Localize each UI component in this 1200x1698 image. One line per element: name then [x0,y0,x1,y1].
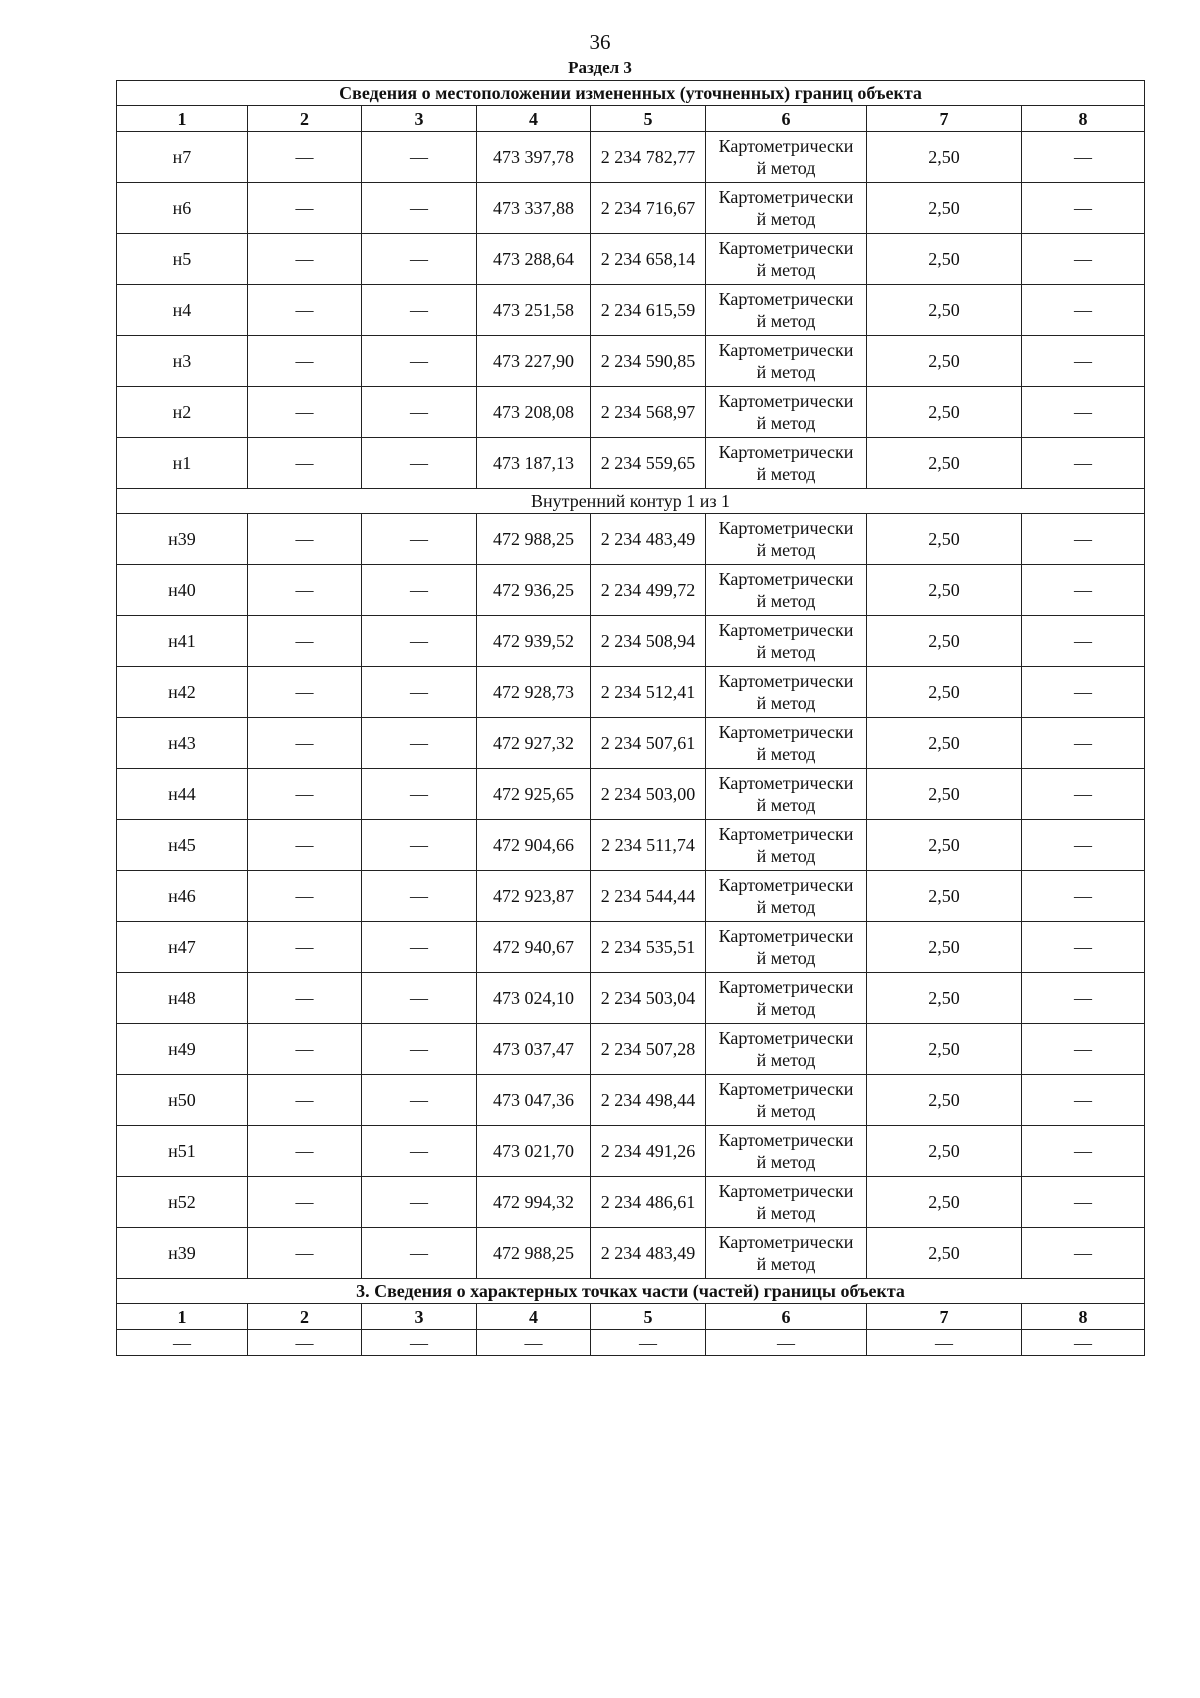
col8-cell: — [1022,922,1145,973]
method-cell: Картометрически й метод [706,336,867,387]
column-number-cell: 4 [477,106,591,132]
method-cell: Картометрически й метод [706,387,867,438]
x-coordinate-cell: — [477,1330,591,1356]
table-title [117,81,1145,106]
col3-cell: — [362,565,477,616]
column-number-cell: 6 [706,1304,867,1330]
column-numbers-row [117,106,1145,132]
x-coordinate-cell: 472 988,25 [477,514,591,565]
point-name-cell: н45 [117,820,248,871]
col8-cell: — [1022,667,1145,718]
y-coordinate-cell: 2 234 511,74 [591,820,706,871]
accuracy-cell: 2,50 [867,285,1022,336]
col3-cell: — [362,514,477,565]
accuracy-cell: 2,50 [867,514,1022,565]
col3-cell: — [362,616,477,667]
col3-cell: — [362,718,477,769]
method-cell: Картометрически й метод [706,616,867,667]
inner-contour-row [117,489,1145,514]
y-coordinate-cell: 2 234 559,65 [591,438,706,489]
accuracy-cell: 2,50 [867,718,1022,769]
y-coordinate-cell: 2 234 615,59 [591,285,706,336]
y-coordinate-cell: 2 234 568,97 [591,387,706,438]
x-coordinate-cell: 472 923,87 [477,871,591,922]
y-coordinate-cell: 2 234 782,77 [591,132,706,183]
point-name-cell: н2 [117,387,248,438]
method-cell: Картометрически й метод [706,667,867,718]
table-row [117,438,1145,489]
col8-cell: — [1022,973,1145,1024]
accuracy-cell: 2,50 [867,336,1022,387]
x-coordinate-cell: 473 021,70 [477,1126,591,1177]
method-cell: Картометрически й метод [706,1024,867,1075]
x-coordinate-cell: 473 024,10 [477,973,591,1024]
y-coordinate-cell: 2 234 507,61 [591,718,706,769]
table-row [117,132,1145,183]
y-coordinate-cell: — [591,1330,706,1356]
y-coordinate-cell: 2 234 507,28 [591,1024,706,1075]
column-number-cell: 2 [248,1304,362,1330]
col3-cell: — [362,769,477,820]
x-coordinate-cell: 473 337,88 [477,183,591,234]
col2-cell: — [248,820,362,871]
method-cell: Картометрически й метод [706,438,867,489]
col3-cell: — [362,234,477,285]
x-coordinate-cell: 472 988,25 [477,1228,591,1279]
column-number-cell: 8 [1022,1304,1145,1330]
table-body [117,81,1145,1356]
col3-cell: — [362,1126,477,1177]
col3-cell: — [362,1228,477,1279]
method-cell: Картометрически й метод [706,1177,867,1228]
method-cell: Картометрически й метод [706,769,867,820]
x-coordinate-cell: 472 994,32 [477,1177,591,1228]
y-coordinate-cell: 2 234 503,00 [591,769,706,820]
col3-cell: — [362,1075,477,1126]
x-coordinate-cell: 473 288,64 [477,234,591,285]
accuracy-cell: 2,50 [867,1177,1022,1228]
col2-cell: — [248,1024,362,1075]
method-cell: Картометрически й метод [706,514,867,565]
table-2-column-numbers-row [117,1304,1145,1330]
y-coordinate-cell: 2 234 544,44 [591,871,706,922]
x-coordinate-cell: 473 397,78 [477,132,591,183]
col8-cell: — [1022,820,1145,871]
column-number-cell: 1 [117,1304,248,1330]
page-number: 36 [589,30,611,54]
table-row [117,514,1145,565]
y-coordinate-cell: 2 234 483,49 [591,1228,706,1279]
point-name-cell: н47 [117,922,248,973]
col8-cell: — [1022,565,1145,616]
accuracy-cell: 2,50 [867,973,1022,1024]
table-title-cell: Сведения о местоположении измененных (уточненных) границ объекта [117,81,1145,106]
point-name-cell: н7 [117,132,248,183]
method-cell: Картометрически й метод [706,1126,867,1177]
col3-cell: — [362,183,477,234]
y-coordinate-cell: 2 234 483,49 [591,514,706,565]
column-number-cell: 7 [867,1304,1022,1330]
x-coordinate-cell: 473 227,90 [477,336,591,387]
accuracy-cell: 2,50 [867,1075,1022,1126]
point-name-cell: н5 [117,234,248,285]
point-name-cell: н39 [117,514,248,565]
col8-cell: — [1022,1330,1145,1356]
col8-cell: — [1022,1126,1145,1177]
col2-cell: — [248,132,362,183]
table-row [117,336,1145,387]
col8-cell: — [1022,1228,1145,1279]
point-name-cell: н46 [117,871,248,922]
col2-cell: — [248,438,362,489]
col3-cell: — [362,1177,477,1228]
accuracy-cell: 2,50 [867,132,1022,183]
col2-cell: — [248,336,362,387]
col3-cell: — [362,667,477,718]
point-name-cell: н39 [117,1228,248,1279]
column-number-cell: 8 [1022,106,1145,132]
accuracy-cell: 2,50 [867,667,1022,718]
table-row [117,1024,1145,1075]
col8-cell: — [1022,1177,1145,1228]
x-coordinate-cell: 472 939,52 [477,616,591,667]
accuracy-cell: 2,50 [867,769,1022,820]
y-coordinate-cell: 2 234 716,67 [591,183,706,234]
table-row [117,1330,1145,1356]
table-row [117,718,1145,769]
table-2-title [117,1279,1145,1304]
table-row [117,871,1145,922]
col2-cell: — [248,285,362,336]
x-coordinate-cell: 472 925,65 [477,769,591,820]
col2-cell: — [248,387,362,438]
method-cell: Картометрически й метод [706,820,867,871]
table-row [117,616,1145,667]
method-cell: Картометрически й метод [706,132,867,183]
col3-cell: — [362,871,477,922]
col2-cell: — [248,1075,362,1126]
col3-cell: — [362,1330,477,1356]
accuracy-cell: 2,50 [867,438,1022,489]
col8-cell: — [1022,1075,1145,1126]
accuracy-cell: 2,50 [867,820,1022,871]
accuracy-cell: 2,50 [867,1126,1022,1177]
column-number-cell: 6 [706,106,867,132]
col3-cell: — [362,438,477,489]
col2-cell: — [248,1330,362,1356]
col2-cell: — [248,234,362,285]
column-number-cell: 3 [362,1304,477,1330]
y-coordinate-cell: 2 234 503,04 [591,973,706,1024]
method-cell: Картометрически й метод [706,922,867,973]
col3-cell: — [362,387,477,438]
x-coordinate-cell: 473 047,36 [477,1075,591,1126]
y-coordinate-cell: 2 234 512,41 [591,667,706,718]
col2-cell: — [248,871,362,922]
x-coordinate-cell: 473 037,47 [477,1024,591,1075]
col8-cell: — [1022,336,1145,387]
col8-cell: — [1022,387,1145,438]
point-name-cell: н52 [117,1177,248,1228]
y-coordinate-cell: 2 234 486,61 [591,1177,706,1228]
y-coordinate-cell: 2 234 498,44 [591,1075,706,1126]
col2-cell: — [248,973,362,1024]
point-name-cell: н48 [117,973,248,1024]
table-row [117,922,1145,973]
column-number-cell: 7 [867,106,1022,132]
col2-cell: — [248,514,362,565]
point-name-cell: н50 [117,1075,248,1126]
table-row [117,1228,1145,1279]
table-row [117,667,1145,718]
table-row [117,565,1145,616]
col3-cell: — [362,922,477,973]
y-coordinate-cell: 2 234 590,85 [591,336,706,387]
table-row [117,820,1145,871]
x-coordinate-cell: 473 187,13 [477,438,591,489]
point-name-cell: н40 [117,565,248,616]
x-coordinate-cell: 473 208,08 [477,387,591,438]
col2-cell: — [248,1228,362,1279]
method-cell: Картометрически й метод [706,1228,867,1279]
point-name-cell: н4 [117,285,248,336]
x-coordinate-cell: 472 928,73 [477,667,591,718]
table-row [117,1126,1145,1177]
accuracy-cell: 2,50 [867,387,1022,438]
accuracy-cell: 2,50 [867,234,1022,285]
column-number-cell: 5 [591,1304,706,1330]
col8-cell: — [1022,1024,1145,1075]
coordinates-table [116,80,1145,1356]
col2-cell: — [248,616,362,667]
table-row [117,973,1145,1024]
x-coordinate-cell: 473 251,58 [477,285,591,336]
y-coordinate-cell: 2 234 508,94 [591,616,706,667]
method-cell: Картометрически й метод [706,183,867,234]
point-name-cell: н3 [117,336,248,387]
col2-cell: — [248,1177,362,1228]
col3-cell: — [362,973,477,1024]
inner-contour-label: Внутренний контур 1 из 1 [117,489,1145,514]
table-row [117,387,1145,438]
y-coordinate-cell: 2 234 535,51 [591,922,706,973]
column-number-cell: 4 [477,1304,591,1330]
col2-cell: — [248,183,362,234]
table-row [117,769,1145,820]
x-coordinate-cell: 472 936,25 [477,565,591,616]
method-cell: Картометрически й метод [706,565,867,616]
col2-cell: — [248,667,362,718]
column-number-cell: 1 [117,106,248,132]
point-name-cell: н51 [117,1126,248,1177]
accuracy-cell: 2,50 [867,1228,1022,1279]
col8-cell: — [1022,438,1145,489]
x-coordinate-cell: 472 940,67 [477,922,591,973]
method-cell: Картометрически й метод [706,973,867,1024]
section-title: Раздел 3 [568,58,632,77]
col8-cell: — [1022,234,1145,285]
y-coordinate-cell: 2 234 658,14 [591,234,706,285]
method-cell: Картометрически й метод [706,285,867,336]
method-cell: Картометрически й метод [706,871,867,922]
accuracy-cell: 2,50 [867,565,1022,616]
accuracy-cell: 2,50 [867,183,1022,234]
col8-cell: — [1022,285,1145,336]
col8-cell: — [1022,132,1145,183]
col2-cell: — [248,1126,362,1177]
col3-cell: — [362,336,477,387]
col8-cell: — [1022,871,1145,922]
point-name-cell: н43 [117,718,248,769]
point-name-cell: н1 [117,438,248,489]
col2-cell: — [248,769,362,820]
method-cell: Картометрически й метод [706,718,867,769]
point-name-cell: н6 [117,183,248,234]
column-number-cell: 3 [362,106,477,132]
x-coordinate-cell: 472 904,66 [477,820,591,871]
col8-cell: — [1022,718,1145,769]
col3-cell: — [362,132,477,183]
accuracy-cell: 2,50 [867,1024,1022,1075]
table-row [117,1177,1145,1228]
table-2-title-cell: 3. Сведения о характерных точках части (частей) границы объекта [117,1279,1145,1304]
table-row [117,183,1145,234]
col2-cell: — [248,565,362,616]
point-name-cell: н42 [117,667,248,718]
col2-cell: — [248,718,362,769]
col8-cell: — [1022,769,1145,820]
col3-cell: — [362,1024,477,1075]
accuracy-cell: 2,50 [867,922,1022,973]
accuracy-cell: 2,50 [867,871,1022,922]
x-coordinate-cell: 472 927,32 [477,718,591,769]
point-name-cell: н44 [117,769,248,820]
point-name-cell: н49 [117,1024,248,1075]
col8-cell: — [1022,514,1145,565]
col2-cell: — [248,922,362,973]
col8-cell: — [1022,616,1145,667]
accuracy-cell: 2,50 [867,616,1022,667]
y-coordinate-cell: 2 234 499,72 [591,565,706,616]
column-number-cell: 2 [248,106,362,132]
column-number-cell: 5 [591,106,706,132]
method-cell: Картометрически й метод [706,234,867,285]
method-cell: — [706,1330,867,1356]
col3-cell: — [362,285,477,336]
table-row [117,1075,1145,1126]
col3-cell: — [362,820,477,871]
point-name-cell: — [117,1330,248,1356]
point-name-cell: н41 [117,616,248,667]
col8-cell: — [1022,183,1145,234]
table-row [117,234,1145,285]
accuracy-cell: — [867,1330,1022,1356]
y-coordinate-cell: 2 234 491,26 [591,1126,706,1177]
table-row [117,285,1145,336]
method-cell: Картометрически й метод [706,1075,867,1126]
